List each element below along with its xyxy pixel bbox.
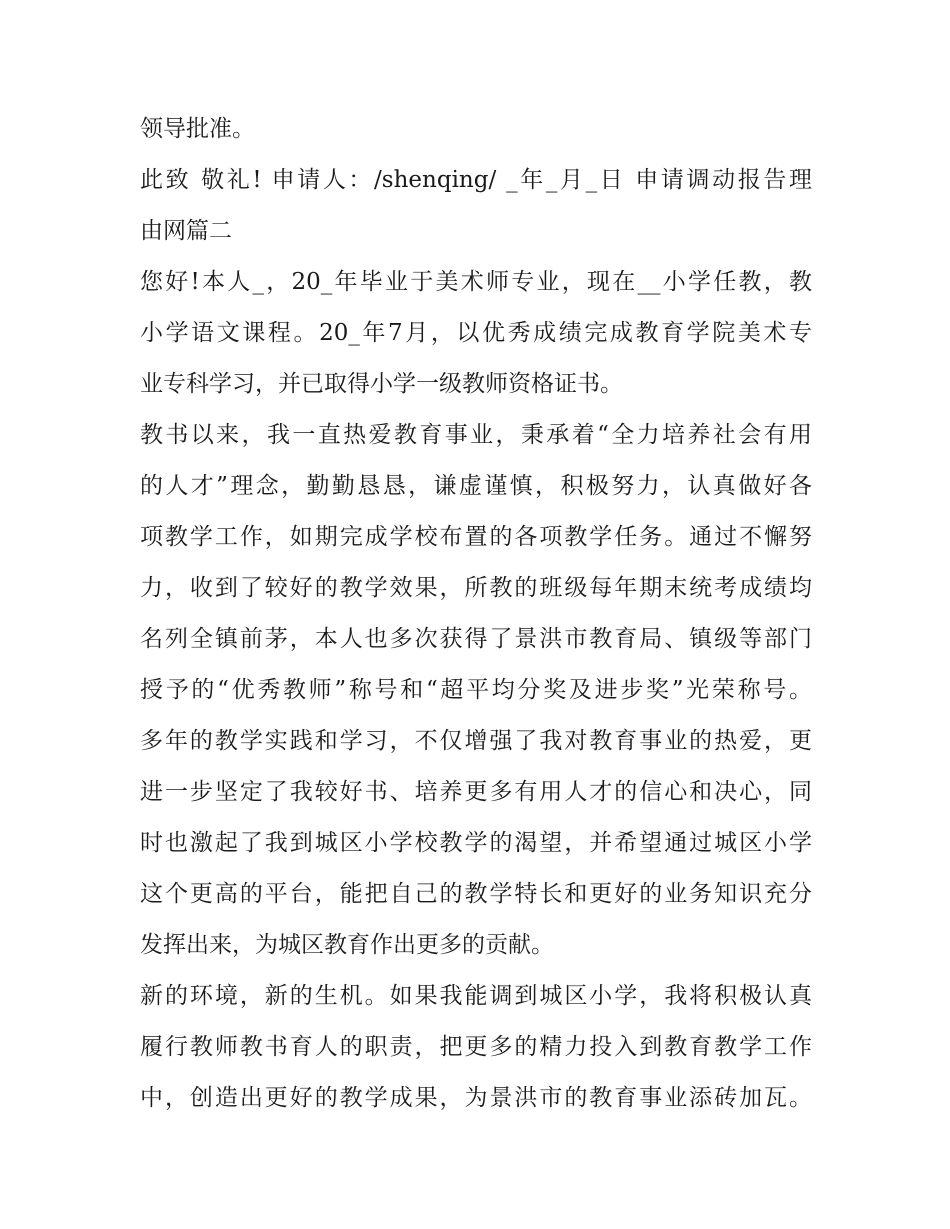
text-line: 由网篇二 (140, 218, 232, 244)
text-line: 时也激起了我到城区小学校教学的渴望，并希望通过城区小学 (140, 830, 812, 856)
document-body (140, 104, 812, 1124)
text-line: 履行教师教书育人的职责，把更多的精力投入到教育教学工作 (140, 1034, 812, 1060)
text-line: 发挥出来，为城区教育作出更多的贡献。 (140, 932, 554, 958)
text-line: 项教学工作，如期完成学校布置的各项教学任务。通过不懈努 (140, 524, 812, 550)
text-line: 您好!本人_，20_年毕业于美术师专业，现在__小学任教，教 (140, 269, 812, 295)
text-line: 力，收到了较好的教学效果，所教的班级每年期末统考成绩均 (140, 575, 812, 601)
text-line: 小学语文课程。20_年7月，以优秀成绩完成教育学院美术专 (140, 320, 812, 346)
text-line: 名列全镇前茅，本人也多次获得了景洪市教育局、镇级等部门 (140, 626, 812, 652)
text-line: 业专科学习，并已取得小学一级教师资格证书。 (140, 371, 623, 397)
text-line: 教书以来，我一直热爱教育事业，秉承着“全力培养社会有用 (140, 422, 812, 448)
text-line: 新的环境，新的生机。如果我能调到城区小学，我将积极认真 (140, 983, 812, 1009)
text-line: 多年的教学实践和学习，不仅增强了我对教育事业的热爱，更 (140, 728, 812, 754)
text-line: 此致 敬礼! 申请人：/shenqing/ _年_月_日 申请调动报告理 (140, 167, 812, 193)
text-line: 这个更高的平台，能把自己的教学特长和更好的业务知识充分 (140, 881, 812, 907)
text-line: 进一步坚定了我较好书、培养更多有用人才的信心和决心，同 (140, 779, 812, 805)
text-line: 中，创造出更好的教学成果，为景洪市的教育事业添砖加瓦。 (140, 1085, 812, 1111)
text-line: 授予的“优秀教师”称号和“超平均分奖及进步奖”光荣称号。 (140, 677, 812, 703)
text-line: 领导批准。 (140, 116, 255, 142)
text-line: 的人才”理念，勤勤恳恳，谦虚谨慎，积极努力，认真做好各 (140, 473, 812, 499)
